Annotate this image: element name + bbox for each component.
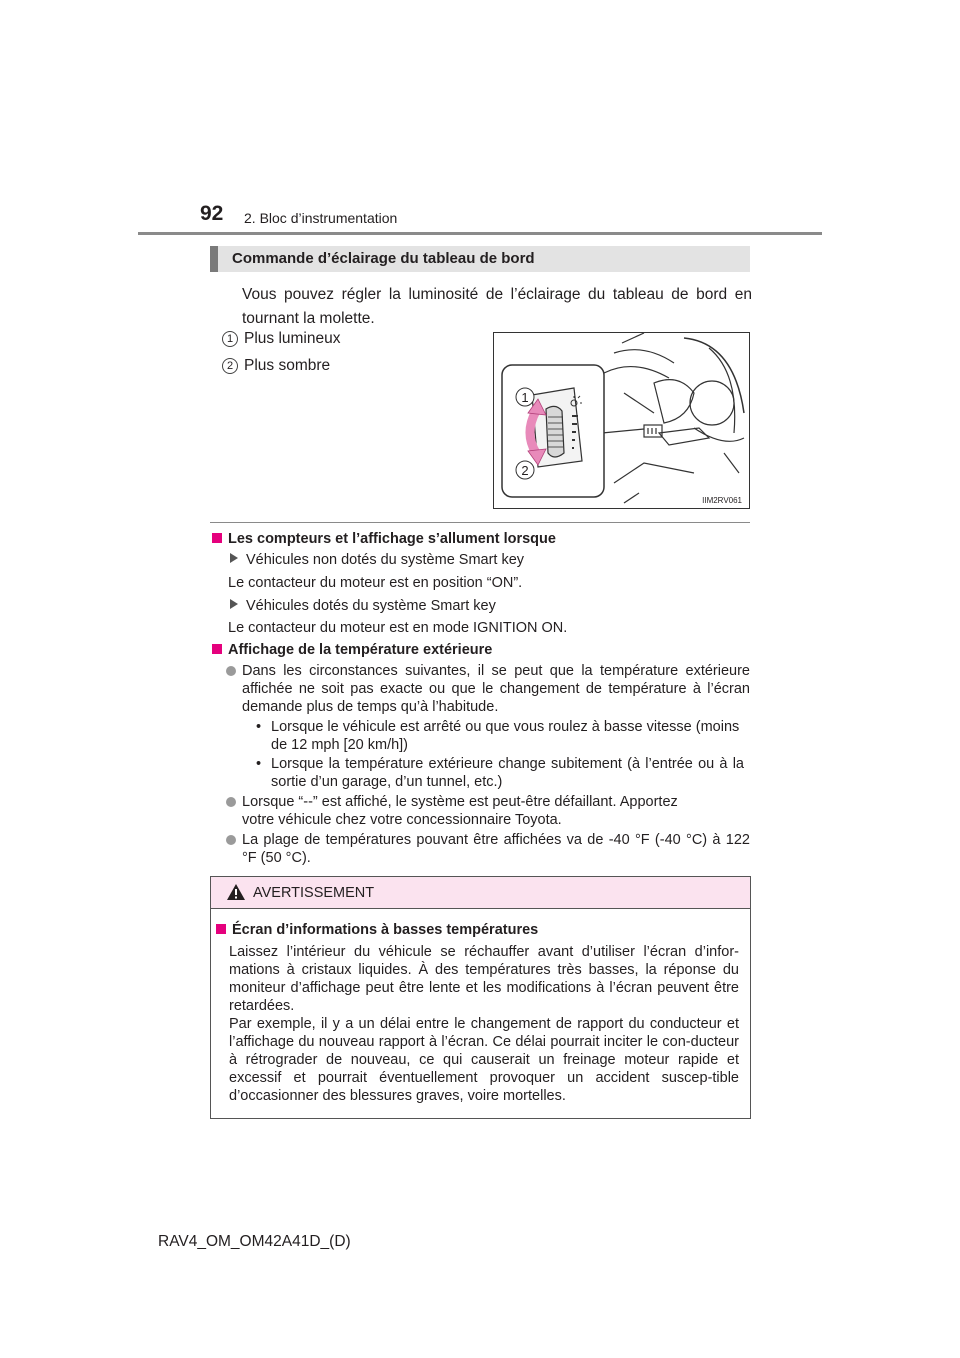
figure-callout-1: 1 — [521, 390, 529, 405]
square-bullet-icon — [212, 533, 222, 543]
sub-bullet-dot: • — [256, 756, 262, 772]
callout-number: 2 — [222, 358, 238, 374]
document-code: RAV4_OM_OM42A41D_(D) — [158, 1233, 351, 1250]
dashboard-illustration — [493, 332, 750, 509]
warning-paragraph-1: Laissez l’intérieur du véhicule se réchauffer avant d’utiliser l’écran d’infor-mations à cristaux liquides. À des températures très basses, la réponse du moniteur d’affichage peut être lente et les modifications à l’écran peuvent être retardées. — [229, 944, 739, 1014]
callout-number: 1 — [222, 331, 238, 347]
legend-label: Plus lumineux — [244, 330, 341, 347]
case-no-smart-key: Véhicules non dotés du système Smart key — [230, 551, 524, 569]
warning-triangle-icon — [226, 883, 246, 901]
case-no-smart-key-text: Le contacteur du moteur est en position “ON”. — [228, 575, 523, 591]
temperature-sub-item-1: Lorsque le véhicule est arrêté ou que vous roulez à basse vitesse (moins de 12 mph [20 km/h]) — [271, 719, 740, 753]
figure-code: IIM2RV061 — [702, 496, 742, 505]
sub-bullet-dot: • — [256, 719, 262, 735]
note-meters-heading: Les compteurs et l’affichage s’allument lorsque — [212, 530, 556, 548]
temperature-sub-item-2: Lorsque la température extérieure change subitement (à l’entrée ou à la sortie d’un garage, d’un tunnel, etc.) — [271, 756, 744, 790]
chapter-title: 2. Bloc d’instrumentation — [244, 210, 398, 226]
figure-callout-2: 2 — [521, 463, 529, 478]
section-divider — [210, 522, 750, 523]
case-smart-key-text: Le contacteur du moteur est en mode IGNITION ON. — [228, 620, 568, 636]
circle-bullet-icon — [226, 666, 236, 676]
triangle-bullet-icon — [230, 599, 238, 609]
square-bullet-icon — [212, 644, 222, 654]
temperature-bullet-1: Dans les circonstances suivantes, il se peut que la température extérieure affichée ne soit pas exacte ou que le changement de température à l’écran demande plus de temps qu’à l’habitude. — [242, 663, 750, 715]
section-title: Commande d’éclairage du tableau de bord — [232, 250, 535, 267]
temperature-bullet-3: La plage de températures pouvant être affichées va de -40 °F (-40 °C) à 122 °F (50 °C). — [242, 832, 750, 866]
case-smart-key: Véhicules dotés du système Smart key — [230, 597, 496, 615]
circle-bullet-icon — [226, 797, 236, 807]
section-banner — [210, 246, 750, 272]
header-rule — [138, 232, 822, 235]
legend-item-brighter — [222, 330, 341, 348]
dashboard-dimmer-drawing — [494, 333, 749, 508]
page-number: 92 — [200, 202, 224, 225]
triangle-bullet-icon — [230, 553, 238, 563]
legend-label: Plus sombre — [244, 357, 331, 374]
section-intro: Vous pouvez régler la luminosité de l’éclairage du tableau de bord en tournant la molette. — [242, 286, 752, 327]
warning-paragraph-2: Par exemple, il y a un délai entre le changement de rapport du conducteur et l’affichage du nouveau rapport à l’écran. Ce délai pourrait inciter le con-ducteur à rétrograder de nouveau, ce qui causerait un freinage moteur rapide et excessif et pourrait éventuellement provoquer un accident suscep-tible d’occasionner des blessures graves, voire mortelles. — [229, 1016, 739, 1104]
square-bullet-icon — [216, 924, 226, 934]
legend-item-darker — [222, 357, 330, 375]
warning-label: AVERTISSEMENT — [253, 885, 375, 901]
warning-heading: Écran d’informations à basses températures — [216, 921, 538, 939]
note-temperature-heading: Affichage de la température extérieure — [212, 641, 492, 659]
temperature-bullet-2: Lorsque “--” est affiché, le système est peut-être défaillant. Apportez votre véhicule chez votre concessionnaire Toyota. — [242, 794, 678, 828]
circle-bullet-icon — [226, 835, 236, 845]
